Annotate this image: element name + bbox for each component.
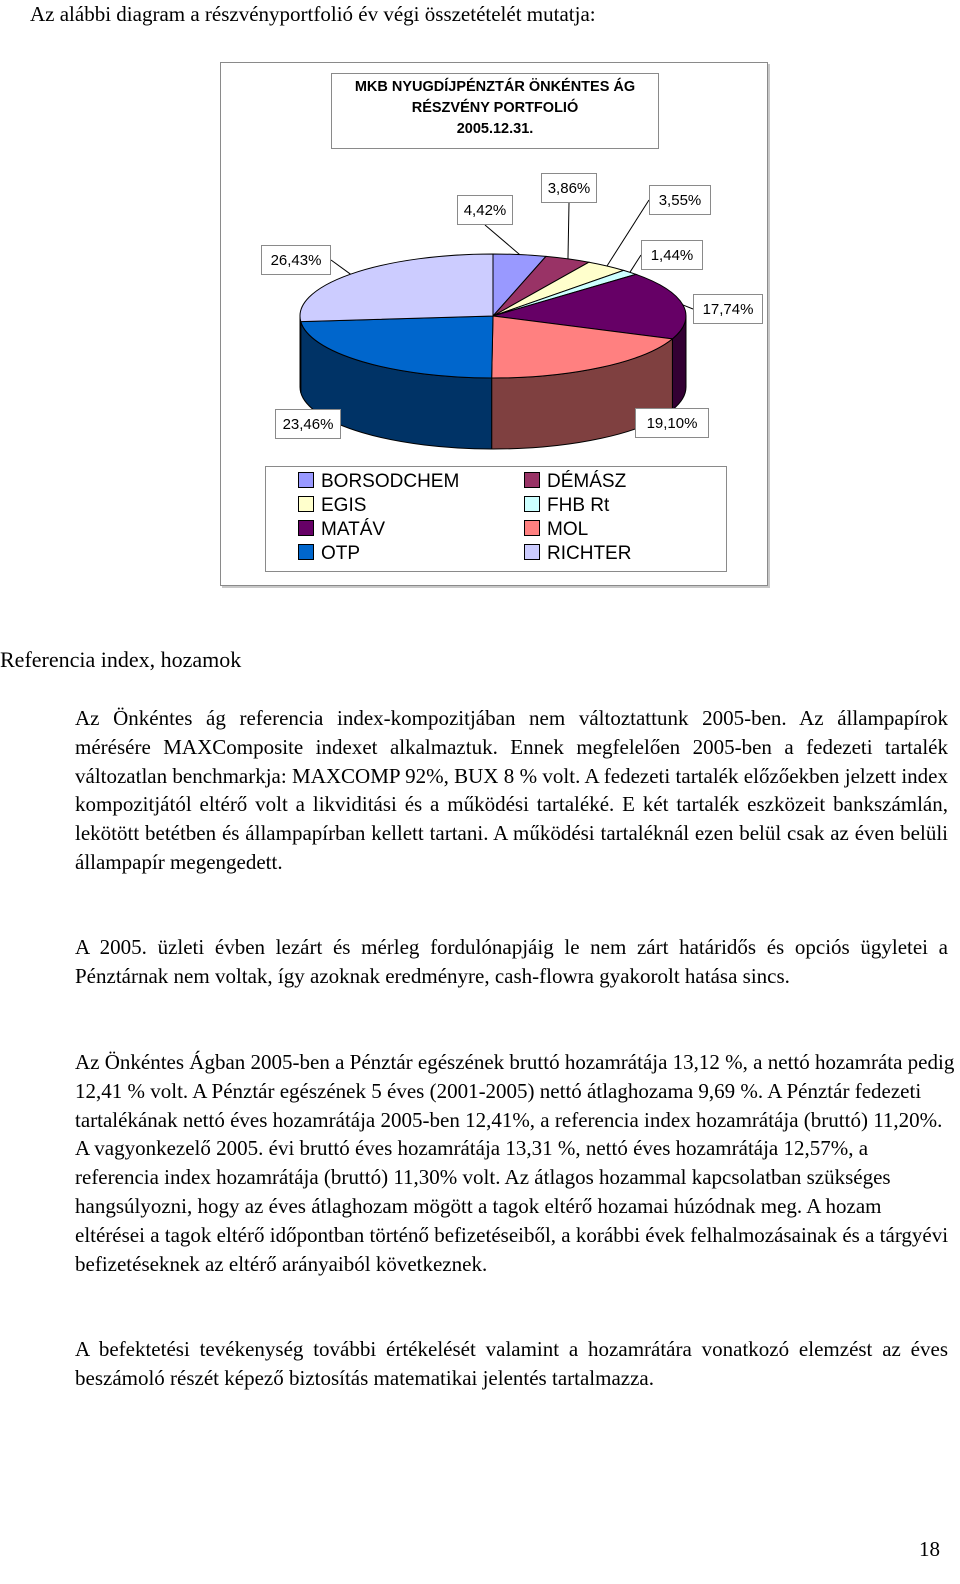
paragraph-returns: Az Önkéntes Ágban 2005-ben a Pénztár egészének bruttó hozamrátája 13,12 %, a nettó hozamráta pedig 12,41 % volt. A Pénztár egészének 5 éves (2001-2005) nettó átlaghozama 9,69 %. A Pénztár fedezeti tartalékának nettó éves hozamrátája 2005-ben 12,41%, a referencia index hozamrátája (bruttó) 11,20%. A vagyonkezelő 2005. évi bruttó éves hozamrátája 13,31 %, nettó éves hozamrátája 12,57%, a referencia index hozamrátája (bruttó) 11,30% volt. Az átlagos hozammal kapcsolatban szükséges hangsúlyozni, hogy az éves átlaghozam mögött a tagok eltérő hozamai húzódnak meg. A hozam eltérései a tagok eltérő időpontban történő befizetéseiből, a korábbi évek felhalmozásainak és a tárgyévi befizetéseknek az eltérő arányaiból következnek. xyxy=(75,1050,955,1276)
leader-line-d-m-sz xyxy=(568,203,569,259)
slice-label-richter: 26,43% xyxy=(261,245,331,275)
chart-legend xyxy=(265,466,727,572)
legend-swatch xyxy=(524,472,540,488)
page-number: 18 xyxy=(919,1537,940,1561)
legend-item-demasz xyxy=(524,470,626,494)
leader-line-fhb-rt xyxy=(630,255,641,272)
leader-line-richter xyxy=(331,260,351,274)
legend-swatch xyxy=(524,520,540,536)
legend-label: FHB Rt xyxy=(547,495,610,516)
portfolio-pie-chart xyxy=(220,62,768,586)
legend-label: MATÁV xyxy=(321,519,386,540)
slice-label-egis: 3,55% xyxy=(649,185,711,215)
slice-label-borsodchem: 4,42% xyxy=(457,195,513,225)
legend-item-richter xyxy=(524,542,631,566)
slice-label-otp: 23,46% xyxy=(275,409,341,439)
chart-title-line-3: 2005.12.31. xyxy=(456,121,534,137)
legend-swatch xyxy=(524,496,540,512)
legend-item-borsodchem xyxy=(298,470,459,494)
slice-label-matav: 17,74% xyxy=(693,294,763,324)
paragraph-reference-index: Az Önkéntes ág referencia index-kompozitjában nem változtattunk 2005-ben. Az állampapírok mérésére MAXComposite indexet alkalmaztuk. Ennek megfelelően 2005-ben a fedezeti tartalék változatlan benchmarkja: MAXCOMP 92%, BUX 8 % volt. A fedezeti tartalék előzőekben jelzett index kompozitjától eltérő volt a likviditási és a működési tartaléké. E két tartalék eszközeit bankszámlán, lekötött betétben és állampapírban kellett tartani. A működési tartaléknál ezen belül csak az éven belüli állampapír megengedett. xyxy=(75,706,948,874)
legend-item-matav xyxy=(298,518,385,542)
chart-title-line-2: RÉSZVÉNY PORTFOLIÓ xyxy=(411,100,579,116)
section-heading: Referencia index, hozamok xyxy=(0,647,242,672)
legend-swatch xyxy=(298,520,314,536)
legend-swatch xyxy=(524,544,540,560)
legend-swatch xyxy=(298,496,314,512)
slice-label-demasz: 3,86% xyxy=(541,173,597,203)
chart-title-line-1: MKB NYUGDÍJPÉNZTÁR ÖNKÉNTES ÁG xyxy=(354,79,636,95)
paragraph-evaluation: A befektetési tevékenység további értékelését valamint a hozamrátára vonatkozó elemzést az éves beszámoló részét képező biztosítás matematikai jelentés tartalmazza. xyxy=(75,1337,948,1390)
legend-swatch xyxy=(298,472,314,488)
legend-label: BORSODCHEM xyxy=(321,471,460,492)
legend-swatch xyxy=(298,544,314,560)
intro-text: Az alábbi diagram a részvényportfolió év végi összetételét mutatja: xyxy=(30,2,596,26)
paragraph-derivatives: A 2005. üzleti évben lezárt és mérleg fordulónapjáig le nem zárt határidős és opciós ügyletei a Pénztárnak nem voltak, így azoknak eredményre, cash-flowra gyakorolt hatása sincs. xyxy=(75,935,948,988)
legend-label: DÉMÁSZ xyxy=(547,471,627,492)
leader-line-borsodchem xyxy=(485,225,520,255)
legend-label: EGIS xyxy=(321,495,367,516)
legend-item-egis xyxy=(298,494,366,518)
legend-item-fhb xyxy=(524,494,609,518)
legend-item-otp xyxy=(298,542,360,566)
legend-label: RICHTER xyxy=(547,543,632,564)
legend-label: MOL xyxy=(547,519,589,540)
legend-label: OTP xyxy=(321,543,361,564)
legend-item-mol xyxy=(524,518,588,542)
slice-label-fhb: 1,44% xyxy=(641,240,703,270)
pie-side-richter xyxy=(300,316,301,393)
slice-label-mol: 19,10% xyxy=(635,408,709,438)
